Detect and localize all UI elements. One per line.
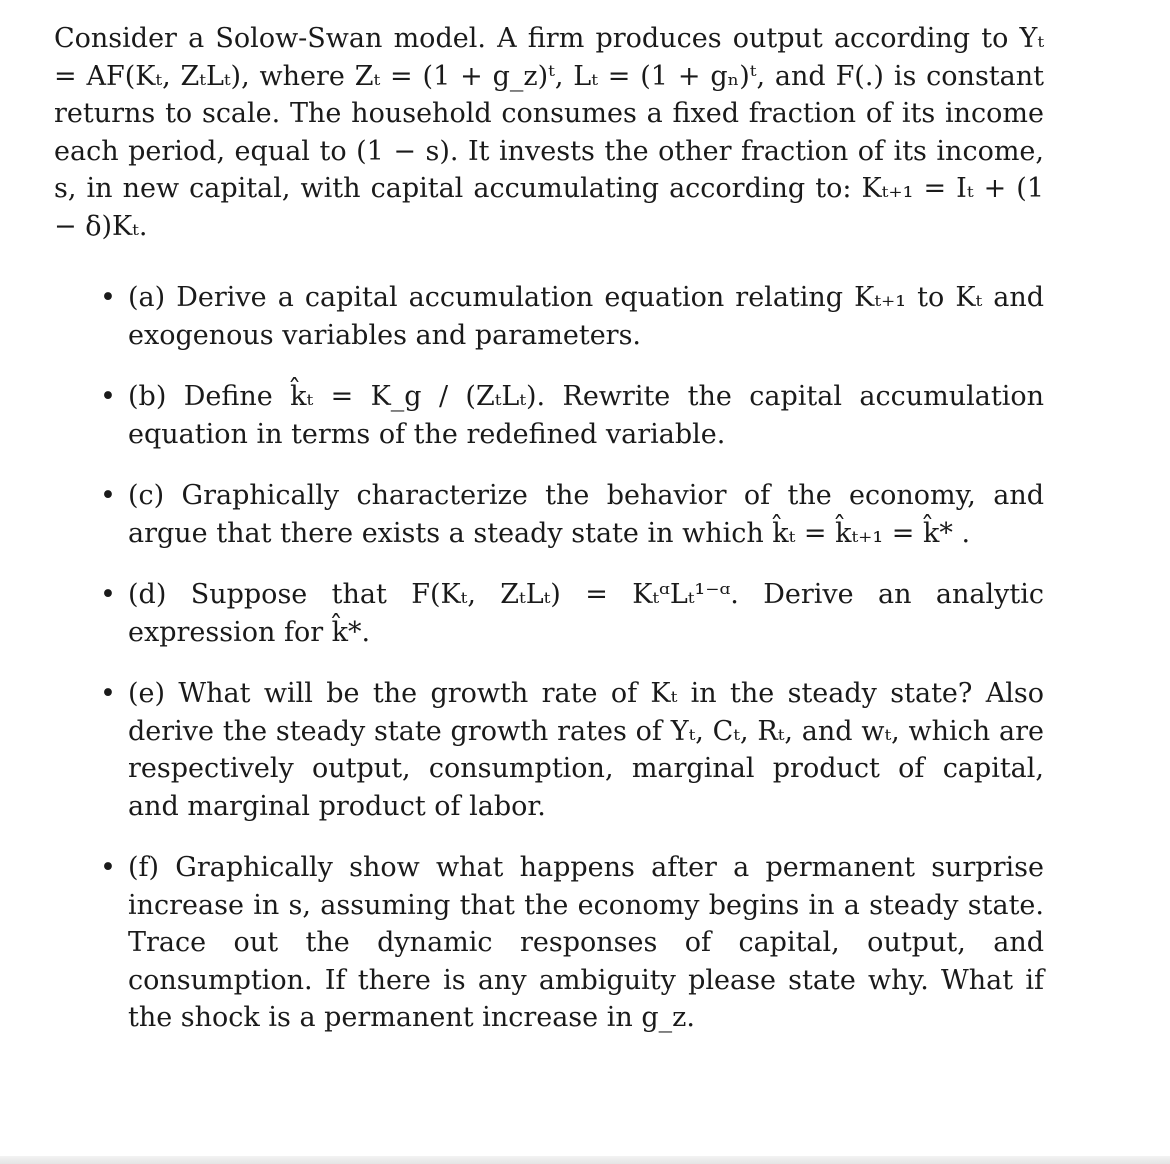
problem-text [54,20,1044,1037]
intro-paragraph: Consider a Solow-Swan model. A firm produces output according to Yₜ = AF(Kₜ, ZₜLₜ), where Zₜ = (1 + g_z)ᵗ, Lₜ = (1 + gₙ)ᵗ, and F(.) is constant returns to scale. The household consumes a fixed fraction of its income each period, equal to (1 − s). It invests the other fraction of its income, s, in new capital, with capital accumulating according to: Kₜ₊₁ = Iₜ + (1 − δ)Kₜ. [54,23,1044,242]
question-list [54,279,1044,1037]
bullet-icon: • [100,678,116,709]
list-item [54,477,1044,552]
list-item [54,849,1044,1037]
bullet-icon: • [100,852,116,883]
bullet-icon: • [100,282,116,313]
question-a-text: (a) Derive a capital accumulation equation relating Kₜ₊₁ to Kₜ and exogenous variables and parameters. [128,282,1044,351]
list-item [54,279,1044,354]
question-d-text: (d) Suppose that F(Kₜ, ZₜLₜ) = KₜᵅLₜ¹⁻ᵅ. Derive an analytic expression for k̂*. [128,579,1044,648]
bullet-icon: • [100,381,116,412]
list-item [54,675,1044,825]
bullet-icon: • [100,579,116,610]
question-f-text: (f) Graphically show what happens after a permanent surprise increase in s, assuming that the economy begins in a steady state. Trace out the dynamic responses of capital, output, and consumption. If there is any ambiguity please state why. What if the shock is a permanent increase in g_z. [128,852,1044,1033]
question-c-text: (c) Graphically characterize the behavior of the economy, and argue that there exists a steady state in which k̂ₜ = k̂ₜ₊₁ = k̂* . [128,480,1044,549]
list-item [54,576,1044,651]
viewer-bottom-edge [0,1156,1170,1164]
list-item [54,378,1044,453]
question-b-text: (b) Define k̂ₜ = K_g / (ZₜLₜ). Rewrite the capital accumulation equation in terms of the redefined variable. [128,381,1044,450]
question-e-text: (e) What will be the growth rate of Kₜ in the steady state? Also derive the steady state growth rates of Yₜ, Cₜ, Rₜ, and wₜ, which are respectively output, consumption, marginal product of capital, and marginal product of labor. [128,678,1044,822]
bullet-icon: • [100,480,116,511]
